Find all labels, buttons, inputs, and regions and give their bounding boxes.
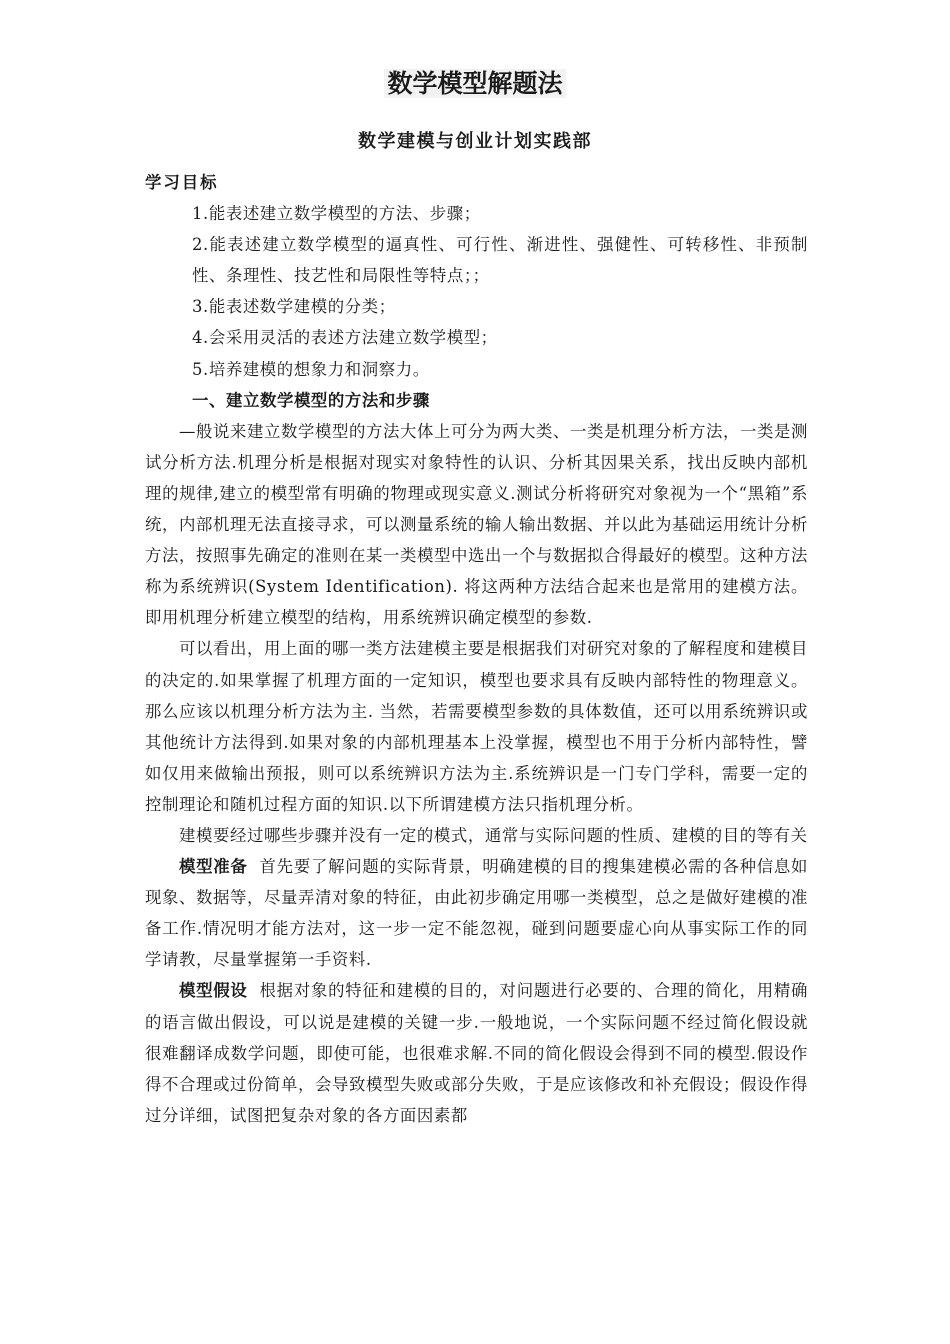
section-heading: 一、建立数学模型的方法和步骤 (192, 390, 430, 410)
objective-item: 4.会采用灵活的表述方法建立数学模型； (192, 328, 498, 348)
body-paragraph: 建模要经过哪些步骤并没有一定的模式，通常与实际问题的性质、建模的目的等有关 (179, 825, 808, 845)
model-assumption-label: 模型假设 (179, 981, 248, 1001)
model-prep-paragraph (145, 851, 808, 975)
document-title-text: 数学模型解题法 (384, 69, 565, 98)
objective-item: 3.能表述数学建模的分类； (192, 297, 396, 317)
document-body (145, 167, 808, 1131)
objective-item: 2.能表述建立数学模型的逼真性、可行性、渐进性、强健性、可转移性、非预制性、条理性、技艺性和局限性等特点；； (192, 235, 808, 286)
document-subtitle: 数学建模与创业计划实践部 (358, 131, 592, 152)
objective-item: 5.培养建模的想象力和洞察力。 (192, 359, 430, 379)
document-title (0, 64, 950, 104)
model-assumption-paragraph (145, 975, 808, 1130)
model-assumption-text: 根据对象的特征和建模的目的，对问题进行必要的、合理的简化，用精确的语言做出假设，可以说是建模的关键一步.一般地说，一个实际问题不经过简化假设就很难翻译成数学问题，即使可能，也很难求解.不同的简化假设会得到不同的模型.假设作得不合理或过份简单，会导致模型失败或部分失败，于是应该修改和补充假设；假设作得过分详细，试图把复杂对象的各方面因素都 (145, 981, 809, 1125)
body-paragraph: 可以看出，用上面的哪一类方法建模主要是根据我们对研究对象的了解程度和建模目的决定的.如果掌握了机理方面的一定知识，模型也要求具有反映内部特性的物理意义。那么应该以机理分析方法为主. 当然，若需要模型参数的具体数值，还可以用系统辨识或其他统计方法得到.如果对象的内部机理基本上没掌握，模型也不用于分析内部特性，譬如仅用来做输出预报，则可以系统辨识方法为主.系统辨识是一门专门学科，需要一定的控制理论和随机过程方面的知识.以下所谓建模方法只指机理分析。 (145, 639, 808, 814)
model-prep-label: 模型准备 (179, 857, 248, 877)
objectives-label: 学习目标 (145, 173, 219, 192)
objective-item: 1.能表述建立数学模型的方法、步骤； (192, 204, 481, 224)
body-paragraph: —般说来建立数学模型的方法大体上可分为两大类、一类是机理分析方法，一类是测试分析方法.机理分析是根据对现实对象特性的认识、分析其因果关系，找出反映内部机理的规律,建立的模型常有明确的物理或现实意义.测试分析将研究对象视为一个“黑箱”系统，内部机理无法直接寻求，可以测量系统的输人输出数据、并以此为基础运用统计分析方法，按照事先确定的准则在某一类模型中选出一个与数据拟合得最好的模型。这种方法称为系统辨识(System Identification). 将这两种方法结合起来也是常用的建模方法。即用机理分析建立模型的结构，用系统辨识确定模型的参数. (145, 421, 808, 628)
model-prep-text: 首先要了解问题的实际背景，明确建模的目的搜集建模必需的各种信息如现象、数据等，尽量弄清对象的特征，由此初步确定用哪一类模型，总之是做好建模的准备工作.情况明才能方法对，这一步一定不能忽视，碰到问题要虚心向从事实际工作的同学请教，尽量掌握第一手资料. (145, 857, 809, 970)
